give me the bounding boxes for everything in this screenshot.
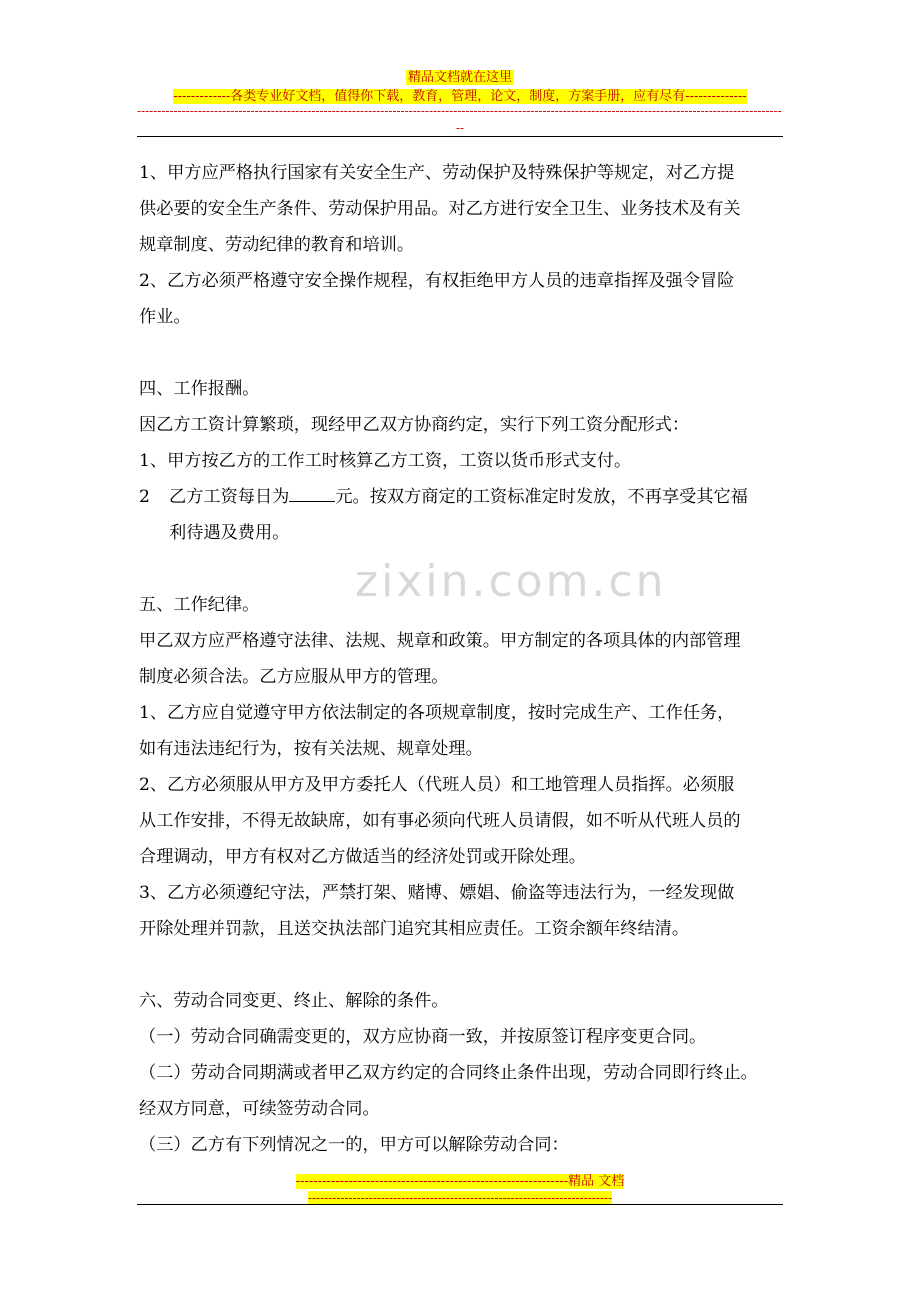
header-dash-tail: -- xyxy=(455,121,465,135)
clause-number: 2 xyxy=(139,487,150,507)
header-title: 精品文档就在这里 xyxy=(407,70,512,85)
paragraph: 供必要的安全生产条件、劳动保护用品。对乙方进行安全卫生、业务技术及有关 xyxy=(139,199,741,219)
paragraph: 从工作安排，不得无故缺席，如有事必须向代班人员请假，如不听从代班人员的 xyxy=(139,811,741,831)
paragraph: 1、甲方按乙方的工作工时核算乙方工资，工资以货币形式支付。 xyxy=(139,451,632,471)
paragraph: 甲乙双方应严格遵守法律、法规、规章和政策。甲方制定的各项具体的内部管理 xyxy=(139,631,741,651)
paragraph: 1、甲方应严格执行国家有关安全生产、劳动保护及特殊保护等规定，对乙方提 xyxy=(139,163,735,183)
document-body xyxy=(139,155,791,1163)
footer-line-2: --------------------------------------------------------------------------- xyxy=(307,1191,613,1205)
watermark: zixin.com.cn xyxy=(355,556,667,607)
footer-rule xyxy=(137,1204,783,1205)
wage-blank xyxy=(289,485,335,502)
paragraph: 2、乙方必须严格遵守安全操作规程，有权拒绝甲方人员的违章指挥及强令冒险 xyxy=(139,271,735,291)
section-heading-5: 五、工作纪律。 xyxy=(139,595,260,615)
section-heading-4: 四、工作报酬。 xyxy=(139,379,260,399)
paragraph: 经双方同意，可续签劳动合同。 xyxy=(139,1099,380,1119)
header-tagline: -------------各类专业好文档，值得你下载，教育，管理，论文，制度，方案手册，应有尽有-------------- xyxy=(173,89,747,104)
paragraph: 制度必须合法。乙方应服从甲方的管理。 xyxy=(139,667,449,687)
footer-line-1: --------------------------------------------------------------精品 文档 xyxy=(295,1174,625,1189)
header-rule xyxy=(137,136,783,137)
paragraph: 作业。 xyxy=(139,307,191,327)
clause-text: 乙方工资每日为 xyxy=(169,487,290,507)
paragraph: （一）劳动合同确需变更的，双方应协商一致，并按原签订程序变更合同。 xyxy=(139,1027,707,1047)
wage-clause xyxy=(139,479,791,515)
paragraph: 因乙方工资计算繁琐，现经甲乙双方协商约定，实行下列工资分配形式： xyxy=(139,415,690,435)
paragraph: 2、乙方必须服从甲方及甲方委托人（代班人员）和工地管理人员指挥。必须服 xyxy=(139,775,735,795)
paragraph: 如有违法违纪行为，按有关法规、规章处理。 xyxy=(139,739,483,759)
header-dash-line: --------------------------------------------------------------------------------------------------------------------------------------------------------------- xyxy=(137,104,782,118)
paragraph: （二）劳动合同期满或者甲乙双方约定的合同终止条件出现，劳动合同即行终止。 xyxy=(139,1063,758,1083)
paragraph: 利待遇及费用。 xyxy=(169,523,290,543)
paragraph: （三）乙方有下列情况之一的，甲方可以解除劳动合同： xyxy=(139,1135,569,1155)
paragraph: 1、乙方应自觉遵守甲方依法制定的各项规章制度，按时完成生产、工作任务， xyxy=(139,703,735,723)
paragraph: 合理调动，甲方有权对乙方做适当的经济处罚或开除处理。 xyxy=(139,847,586,867)
paragraph: 开除处理并罚款，且送交执法部门追究其相应责任。工资余额年终结清。 xyxy=(139,919,690,939)
clause-text: 元。按双方商定的工资标准定时发放，不再享受其它福 xyxy=(335,487,748,507)
paragraph: 3、乙方必须遵纪守法，严禁打架、赌博、嫖娼、偷盗等违法行为，一经发现做 xyxy=(139,883,735,903)
section-heading-6: 六、劳动合同变更、终止、解除的条件。 xyxy=(139,991,449,1011)
paragraph: 规章制度、劳动纪律的教育和培训。 xyxy=(139,235,415,255)
